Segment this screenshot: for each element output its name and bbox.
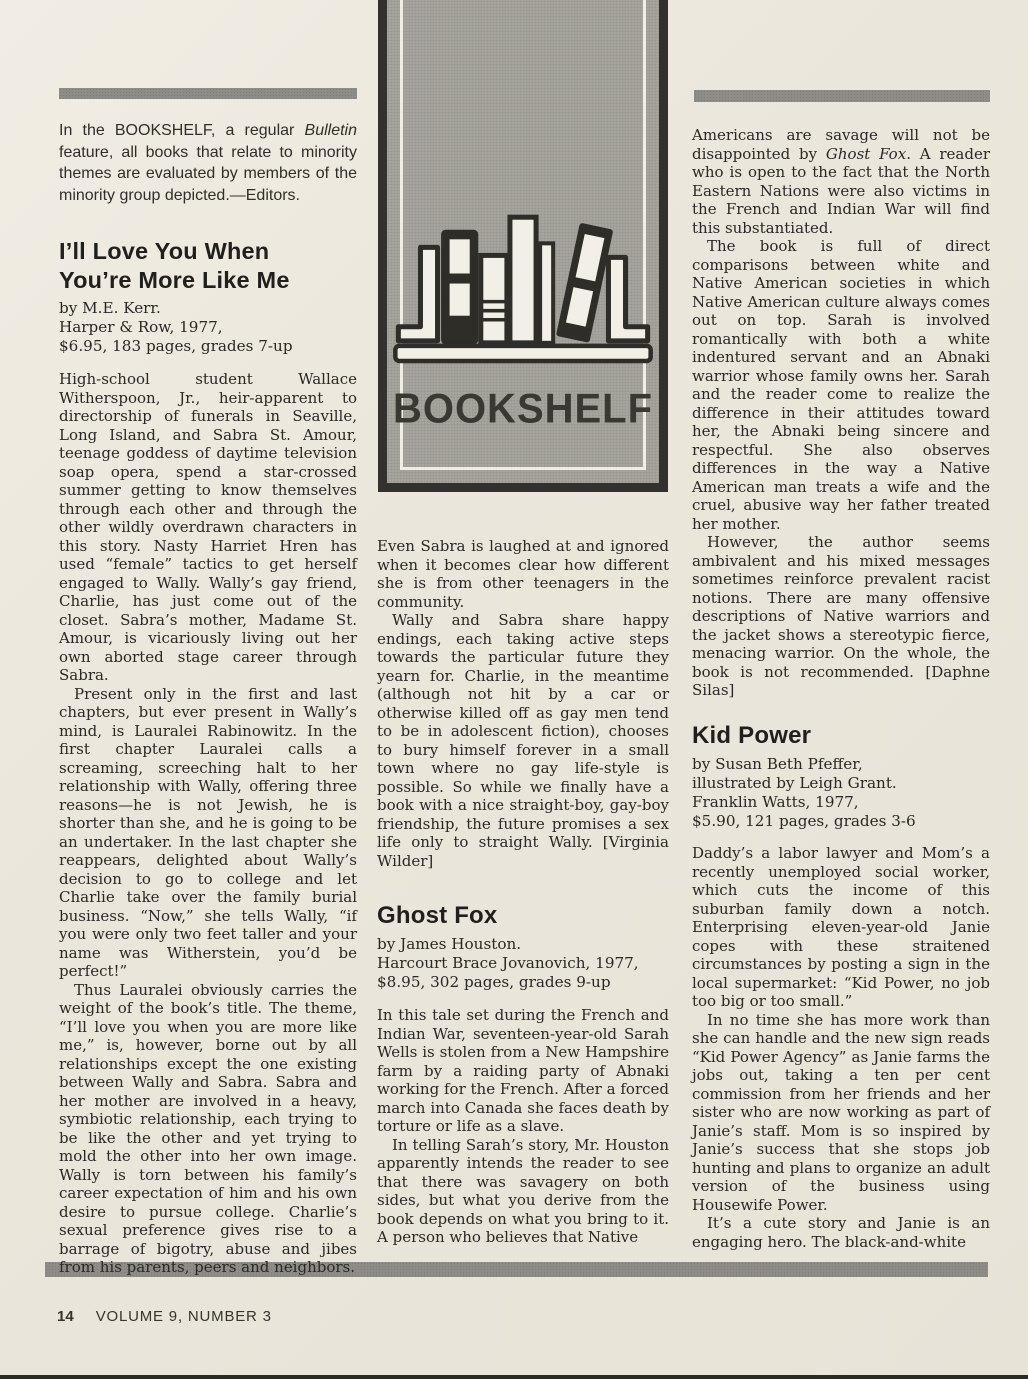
byline-author: by Susan Beth Pfeffer,: [692, 755, 863, 773]
divider-bar-left-column: [59, 88, 357, 99]
right-column: [692, 126, 990, 700]
byline-publisher: Franklin Watts, 1977,: [692, 793, 859, 811]
review-body-right: [692, 126, 990, 700]
byline-illustrator: illustrated by Leigh Grant.: [692, 774, 897, 792]
middle-column: [377, 537, 669, 870]
review-paragraph: Thus Lauralei obviously carries the weight of the book’s title. The theme, “I’ll love you when you are more like me,” is, however, borne out by all relationships except the one existing between Wally and Sabra. Sabra and her mother are involved in a heavy, symbiotic relationship, each trying to be like the other and yet trying to mold the other into her own image. Wally is torn between his family’s career expectation of him and his own desire to pursue college. Charlie’s sexual preference gives rise to a barrage of bigotry, abuse and jibes from his parents, peers and neighbors.: [59, 980, 357, 1276]
continuation-text: Americans are savage will not be disappointed by: [692, 126, 990, 163]
editors-note-text-after: feature, all books that relate to minority themes are evaluated by members of the minority group depicted.—Editors.: [59, 143, 357, 204]
review-paragraph: High-school student Wallace Witherspoon, Jr., heir-apparent to directorship of funerals in Seaville, Long Island, and Sabra St. Amour, teenage goddess of daytime television soap opera, spend a star-crossed summer getting to know themselves through each other and through the other wildly overdrawn characters in this story. Nasty Harriet Hren has used “female” tactics to get herself engaged to Wally. Wally’s gay friend, Charlie, has just come out of the closet. Sabra’s mother, Madame St. Amour, is vicariously living out her own aborted stage career through Sabra.: [59, 370, 357, 684]
byline-price-pages: $5.90, 121 pages, grades 3-6: [692, 812, 916, 830]
ghost-fox-section: [377, 901, 669, 1247]
review-paragraph: Even Sabra is laughed at and ignored when it becomes clear how different she is from other teenagers in the community.: [377, 537, 669, 611]
bookshelf-logo: [378, 0, 668, 492]
review-byline-ill-love-you: [59, 299, 357, 356]
review-title-line2: You’re More Like Me: [59, 267, 290, 293]
review-body-kid-power: [692, 844, 990, 1251]
review-paragraph: Present only in the first and last chapters, but ever present in Wally’s mind, is Lauralei Rabinowitz. In the first chapter Lauralei calls a screaming, screeching halt to her relationship with Wally, offering three reasons—he is not Jewish, he is shorter than she, and he is going to be an undertaker. In the last chapter she reappears, delighted about Wally’s decision to go to college and let Charlie take over the family burial business. “Now,” she tells Wally, “if you were only two feet taller and your name was Witherstein, you’d be perfect!”: [59, 684, 357, 980]
review-title-kid-power: Kid Power: [692, 722, 812, 749]
review-paragraph: [692, 126, 990, 237]
review-paragraph: However, the author seems ambivalent and his mixed messages sometimes reinforce prevalent racist notions. There are many offensive descriptions of Native warriors and the jacket shows a stereotypic fierce, menacing warrior. On the whole, the book is not recommended. [Daphne Silas]: [692, 533, 990, 699]
byline-price-pages: $8.95, 302 pages, grades 9-up: [377, 973, 611, 991]
page-footer: [57, 1308, 272, 1325]
editors-note-text: In the BOOKSHELF, a regular: [59, 122, 305, 139]
scan-bottom-edge: [0, 1375, 1028, 1379]
review-byline-ghost-fox: [377, 935, 669, 992]
issue-label: VOLUME 9, NUMBER 3: [95, 1308, 272, 1325]
review-paragraph: In this tale set during the French and Indian War, seventeen-year-old Sarah Wells is stolen from a New Hampshire farm by a raiding party of Abnaki working for the French. After a forced march into Canada she faces death by torture or life as a slave.: [377, 1006, 669, 1135]
review-paragraph: The book is full of direct comparisons between white and Native American societies in which Native American culture always comes out on top. Sarah is involved romantically with both a white indentured servant and an Abnaki warrior whose family owns her. Sarah and the reader come to realize the difference in their attitudes toward her, the Abnaki being sincere and respectful. She also observes differences in the way a Native American man treats a wife and the cruel, abusive way her father treated her mother.: [692, 237, 990, 533]
review-paragraph: Daddy’s a labor lawyer and Mom’s a recently unemployed social worker, which cuts the income of this suburban family down a notch. Enterprising eleven-year-old Janie copes with these straitened circumstances by posting a sign in the local supermarket: “Kid Power, no job too big or too small.”: [692, 844, 990, 1010]
left-column: [59, 120, 357, 1277]
editors-note-italic: Bulletin: [304, 122, 357, 139]
byline-author: by James Houston.: [377, 935, 522, 953]
review-body-ghost-fox: [377, 1006, 669, 1247]
review-title-line1: I’ll Love You When: [59, 238, 270, 264]
review-paragraph: In no time she has more work than she can handle and the new sign reads “Kid Power Agency” as Janie farms the jobs out, taking a ten per cent commission from her friends and her sister who are now working as part of Janie’s staff. Mom is so inspired by Janie’s success that she stops job hunting and plans to organize an adult version of the business using Housewife Power.: [692, 1010, 990, 1214]
review-title-ill-love-you: [59, 237, 357, 295]
byline-price-pages: $6.95, 183 pages, grades 7-up: [59, 337, 293, 355]
book-title-italic: Ghost Fox: [825, 144, 907, 163]
review-paragraph: It’s a cute story and Janie is an engaging hero. The black-and-white: [692, 1214, 990, 1251]
kid-power-section: [692, 721, 990, 1251]
divider-bar-right-column: [694, 90, 990, 102]
review-paragraph: In telling Sarah’s story, Mr. Houston apparently intends the reader to see that there was savagery on both sides, but what you derive from the book depends on what you bring to it. A person who believes that Native: [377, 1135, 669, 1246]
review-paragraph: Wally and Sabra share happy endings, each taking active steps towards the particular future they yearn for. Charlie, in the meantime (although not hit by a car or otherwise killed off as gay men tend to be in adolescent fiction), chooses to bury himself forever in a small town where no gay life-style is possible. So while we finally have a book with a nice straight-boy, gay-boy friendship, the future promises a sex life only to straight Wally. [Virginia Wilder]: [377, 611, 669, 870]
review-body-left: [59, 370, 357, 1277]
byline-publisher: Harper & Row, 1977,: [59, 318, 223, 336]
continuation-text-after: . A reader who is open to the fact that the North Eastern Nations were also victims in the French and Indian War will find this substantiated.: [692, 144, 991, 237]
review-byline-kid-power: [692, 755, 990, 831]
review-title-ghost-fox: Ghost Fox: [377, 902, 498, 929]
byline-publisher: Harcourt Brace Jovanovich, 1977,: [377, 954, 639, 972]
bookshelf-books-icon: [392, 179, 654, 370]
review-body-middle: [377, 537, 669, 870]
editors-note: [59, 120, 357, 206]
page-number: 14: [57, 1308, 74, 1325]
byline-author: by M.E. Kerr.: [59, 299, 161, 317]
bookshelf-logo-text: BOOKSHELF: [392, 386, 654, 432]
